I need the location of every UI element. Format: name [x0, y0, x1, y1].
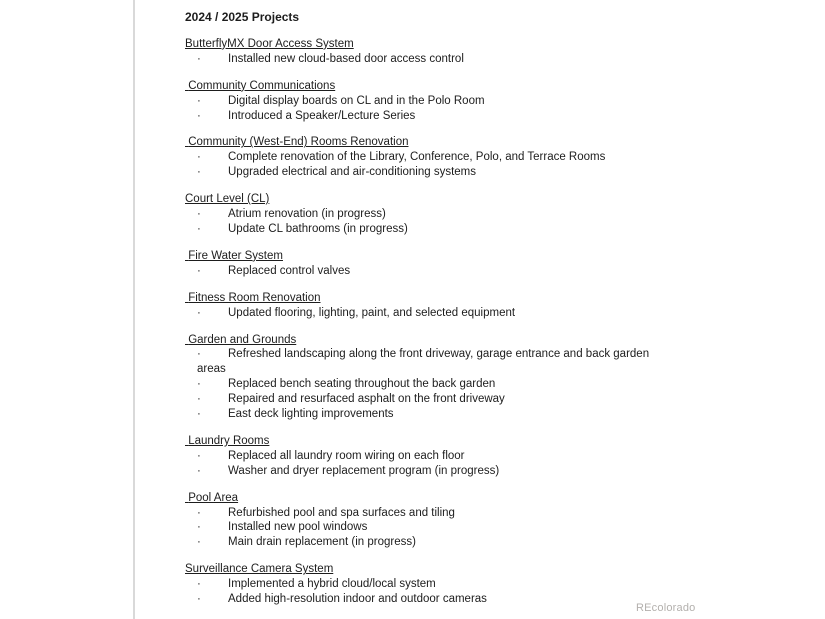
bullet-text: East deck lighting improvements — [228, 408, 394, 421]
project-section — [185, 37, 655, 67]
bullet-icon: · — [197, 521, 201, 534]
bullet-text: Added high-resolution indoor and outdoor cameras — [228, 593, 487, 606]
document-body — [185, 10, 655, 607]
section-heading: Community Communications — [185, 79, 336, 92]
bullet-icon: · — [197, 449, 201, 462]
bullet-icon: · — [197, 536, 201, 549]
project-section — [185, 333, 655, 422]
bullet-item — [185, 222, 655, 237]
bullet-item — [185, 506, 655, 521]
project-section — [185, 562, 655, 607]
bullet-item — [185, 577, 655, 592]
bullet-text: Installed new pool windows — [228, 521, 368, 534]
bullet-item — [185, 150, 655, 165]
bullet-icon: · — [197, 348, 201, 361]
bullet-icon: · — [197, 378, 201, 391]
bullet-text: Installed new cloud-based door access control — [228, 52, 464, 65]
bullet-icon: · — [197, 306, 201, 319]
bullet-icon: · — [197, 393, 201, 406]
bullet-item — [185, 52, 655, 67]
bullet-item — [185, 592, 655, 607]
bullet-item — [185, 94, 655, 109]
bullet-text: Main drain replacement (in progress) — [228, 536, 416, 549]
bullet-item — [185, 464, 655, 479]
project-section — [185, 135, 655, 180]
section-heading: ButterflyMX Door Access System — [185, 37, 354, 50]
bullet-icon: · — [197, 52, 201, 65]
project-section — [185, 291, 655, 321]
section-heading: Surveillance Camera System — [185, 563, 334, 576]
page-title: 2024 / 2025 Projects — [185, 10, 300, 24]
bullet-icon: · — [197, 506, 201, 519]
projects-list — [185, 37, 655, 607]
bullet-item — [185, 449, 655, 464]
bullet-icon: · — [197, 94, 201, 107]
bullet-icon: · — [197, 593, 201, 606]
project-section — [185, 249, 655, 279]
section-heading: Pool Area — [185, 491, 239, 504]
bullet-item — [185, 165, 655, 180]
bullet-icon: · — [197, 151, 201, 164]
bullet-item — [185, 535, 655, 550]
bullet-text: Replaced bench seating throughout the back garden — [228, 378, 496, 391]
section-heading: Fitness Room Renovation — [185, 291, 321, 304]
project-section — [185, 192, 655, 237]
section-heading: Community (West-End) Rooms Renovation — [185, 136, 409, 149]
bullet-text: Replaced all laundry room wiring on each floor — [228, 449, 465, 462]
bullet-item — [185, 264, 655, 279]
bullet-text: Atrium renovation (in progress) — [228, 208, 386, 221]
bullet-text: Implemented a hybrid cloud/local system — [228, 578, 436, 591]
bullet-item — [185, 306, 655, 321]
bullet-item — [185, 207, 655, 222]
bullet-text: Update CL bathrooms (in progress) — [228, 222, 408, 235]
bullet-text: Replaced control valves — [228, 264, 351, 277]
bullet-icon: · — [197, 208, 201, 221]
bullet-text: Washer and dryer replacement program (in progress) — [228, 464, 500, 477]
bullet-text: Updated flooring, lighting, paint, and selected equipment — [228, 306, 516, 319]
bullet-icon: · — [197, 166, 201, 179]
project-section — [185, 491, 655, 551]
watermark: REcolorado — [636, 602, 696, 614]
section-heading: Court Level (CL) — [185, 193, 270, 206]
section-heading: Laundry Rooms — [185, 434, 270, 447]
project-section — [185, 434, 655, 479]
bullet-item — [185, 377, 655, 392]
bullet-item — [185, 520, 655, 535]
section-heading: Fire Water System — [185, 249, 283, 262]
bullet-icon: · — [197, 464, 201, 477]
bullet-item — [185, 392, 655, 407]
bullet-icon: · — [197, 109, 201, 122]
bullet-item — [185, 347, 655, 377]
bullet-icon: · — [197, 408, 201, 421]
bullet-text: Upgraded electrical and air-conditioning systems — [228, 166, 477, 179]
bullet-icon: · — [197, 264, 201, 277]
page-left-border — [133, 0, 135, 619]
bullet-item — [185, 407, 655, 422]
bullet-icon: · — [197, 578, 201, 591]
project-section — [185, 79, 655, 124]
bullet-icon: · — [197, 222, 201, 235]
bullet-text: Digital display boards on CL and in the Polo Room — [228, 94, 485, 107]
bullet-text: Repaired and resurfaced asphalt on the front driveway — [228, 393, 505, 406]
bullet-text: Refreshed landscaping along the front driveway, garage entrance and back garden areas — [197, 348, 650, 376]
bullet-text: Complete renovation of the Library, Conference, Polo, and Terrace Rooms — [228, 151, 606, 164]
bullet-item — [185, 109, 655, 124]
bullet-text: Refurbished pool and spa surfaces and tiling — [228, 506, 455, 519]
bullet-text: Introduced a Speaker/Lecture Series — [228, 109, 416, 122]
section-heading: Garden and Grounds — [185, 333, 297, 346]
